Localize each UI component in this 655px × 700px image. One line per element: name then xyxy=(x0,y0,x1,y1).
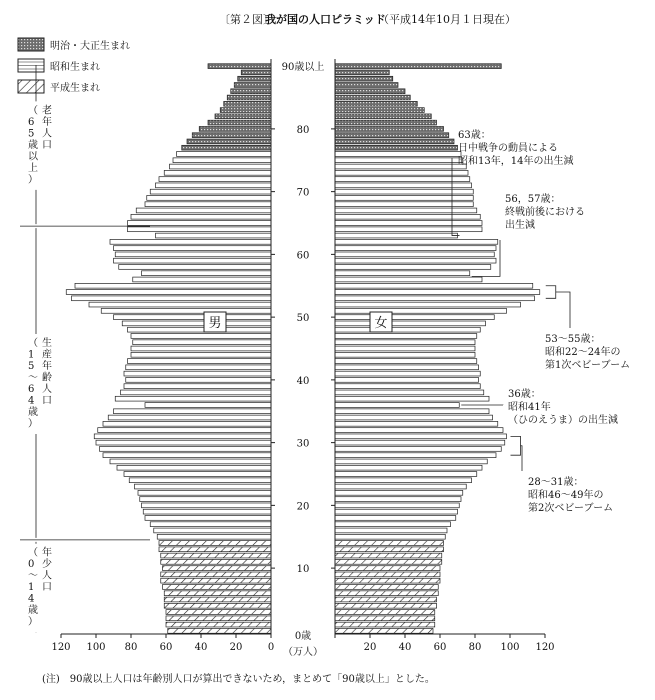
female-bar-age-24 xyxy=(335,478,472,483)
female-bar-age-16 xyxy=(335,528,447,533)
female-bar-age-90 xyxy=(335,64,501,69)
male-bar-age-47 xyxy=(131,334,271,339)
male-bar-age-28 xyxy=(103,453,271,458)
x-tick-male-40: 40 xyxy=(194,642,208,653)
female-bar-age-6 xyxy=(335,591,438,596)
male-bar-age-11 xyxy=(161,559,271,564)
male-bar-age-48 xyxy=(128,327,272,332)
male-bar-age-79 xyxy=(192,133,271,138)
male-bar-age-0 xyxy=(168,628,271,633)
chart-title: 我が国の人口ピラミッド xyxy=(265,13,386,26)
male-bar-age-26 xyxy=(117,465,271,470)
female-bar-age-29 xyxy=(335,447,501,452)
female-bar-age-14 xyxy=(335,541,444,546)
male-bar-age-33 xyxy=(103,421,271,426)
male-bar-age-14 xyxy=(159,541,271,546)
group-label-1: 生産年齢人口 xyxy=(42,338,52,407)
y-tick-30: 30 xyxy=(296,438,310,450)
female-bar-age-23 xyxy=(335,484,466,489)
x-tick-male-100: 100 xyxy=(86,642,106,653)
male-bar-age-84 xyxy=(224,101,271,106)
female-bar-age-42 xyxy=(335,365,479,370)
female-bar-age-80 xyxy=(335,127,444,132)
female-bar-age-8 xyxy=(335,578,440,583)
male-bar-age-55 xyxy=(75,283,271,288)
female-bar-age-68 xyxy=(335,202,473,207)
male-bar-age-80 xyxy=(199,127,271,132)
male-bar-age-76 xyxy=(177,152,272,157)
male-bar-age-39 xyxy=(124,384,271,389)
male-bar-age-12 xyxy=(161,553,271,558)
female-bar-age-56 xyxy=(335,277,482,282)
female-bar-age-59 xyxy=(335,258,496,263)
group-label-0: 老年人口 xyxy=(42,105,52,151)
y-tick-20: 20 xyxy=(296,501,310,513)
male-bar-age-78 xyxy=(187,139,271,144)
female-bar-age-58 xyxy=(335,265,491,270)
female-bar-age-46 xyxy=(335,340,475,345)
male-bar-age-60 xyxy=(115,252,271,257)
male-bar-age-30 xyxy=(96,440,271,445)
legend-swatch-heisei xyxy=(18,80,44,93)
male-bar-age-15 xyxy=(157,534,271,539)
female-bar-age-41 xyxy=(335,371,480,376)
group-range-2: （ 0 ～ 1 4 歳） xyxy=(28,547,38,628)
female-bar-age-45 xyxy=(335,346,475,351)
y-tick-40: 40 xyxy=(296,375,310,387)
male-bar-age-17 xyxy=(150,522,271,527)
female-bar-age-62 xyxy=(335,239,498,244)
svg-text:63歳：日中戦争の動員による昭和13年，14年の出生減: 63歳：日中戦争の動員による昭和13年，14年の出生減 xyxy=(458,130,574,167)
male-bar-age-46 xyxy=(133,340,271,345)
female-bar-age-84 xyxy=(335,101,417,106)
male-bar-age-24 xyxy=(129,478,271,483)
figure-label: 〔第２図〕 xyxy=(219,13,274,26)
female-bar-age-75 xyxy=(335,158,463,163)
male-bar-age-63 xyxy=(156,233,272,238)
male-bar-age-23 xyxy=(135,484,272,489)
svg-text:36歳：昭和41年（ひのえうま）の出生減: 36歳：昭和41年（ひのえうま）の出生減 xyxy=(508,389,618,426)
female-bar-age-51 xyxy=(335,308,507,313)
male-bar-age-4 xyxy=(164,603,271,608)
male-bar-age-62 xyxy=(110,239,271,244)
male-bar-age-67 xyxy=(136,208,271,213)
female-bar-age-71 xyxy=(335,183,472,188)
male-bar-age-34 xyxy=(108,415,271,420)
chart-subtitle: （平成14年10月１日現在） xyxy=(378,13,516,26)
female-bar-age-38 xyxy=(335,390,484,395)
female-bar-age-44 xyxy=(335,352,475,357)
female-bar-age-35 xyxy=(335,409,489,414)
male-bar-age-68 xyxy=(145,202,271,207)
male-bar-age-25 xyxy=(124,472,271,477)
female-bar-age-74 xyxy=(335,164,466,169)
male-bar-age-75 xyxy=(173,158,271,163)
legend-item-showa xyxy=(18,59,100,73)
female-bar-age-30 xyxy=(335,440,505,445)
male-bar-age-36 xyxy=(145,403,271,408)
male-bar-age-18 xyxy=(145,516,271,521)
svg-text:56，57歳：終戦前後における出生減: 56，57歳：終戦前後における出生減 xyxy=(505,194,585,231)
male-bar-age-59 xyxy=(114,258,272,263)
female-bar-age-85 xyxy=(335,95,410,100)
legend-item-heisei xyxy=(18,80,100,94)
x-tick-male-20: 20 xyxy=(229,642,243,653)
female-bar-age-3 xyxy=(335,610,435,615)
female-label-box xyxy=(370,312,392,332)
female-bar-age-19 xyxy=(335,509,458,514)
female-bar-age-64 xyxy=(335,227,482,232)
footnote: (注) 90歳以上人口は年齢別人口が算出できないため，まとめて「90歳以上」とした。 xyxy=(42,674,435,685)
x-tick-female-20: 20 xyxy=(363,642,377,653)
svg-text:53～55歳：昭和22～24年の第1次ベビーブーム: 53～55歳：昭和22～24年の第1次ベビーブーム xyxy=(545,334,631,371)
x-tick-male-80: 80 xyxy=(124,642,138,653)
male-bar-age-74 xyxy=(170,164,272,169)
male-bar-age-73 xyxy=(164,170,271,175)
female-bar-age-22 xyxy=(335,490,463,495)
female-bar-age-34 xyxy=(335,415,493,420)
female-bar-age-12 xyxy=(335,553,442,558)
male-bar-age-44 xyxy=(131,352,271,357)
female-bar-age-7 xyxy=(335,585,438,590)
male-bar-age-7 xyxy=(163,585,272,590)
legend-swatch-meiji xyxy=(18,38,44,51)
male-bar-age-20 xyxy=(142,503,272,508)
male-bar-age-31 xyxy=(94,434,271,439)
y-tick-50: 50 xyxy=(296,313,310,325)
female-bar-age-79 xyxy=(335,133,449,138)
female-bar-age-33 xyxy=(335,421,498,426)
male-bar-age-41 xyxy=(124,371,271,376)
legend-label-heisei: 平成生まれ xyxy=(50,83,100,94)
male-bar-age-57 xyxy=(142,271,272,276)
x-tick-female-100: 100 xyxy=(500,642,520,653)
female-bar-age-11 xyxy=(335,559,442,564)
male-bar-age-27 xyxy=(110,459,271,464)
female-bar-age-43 xyxy=(335,359,477,364)
female-bar-age-48 xyxy=(335,327,480,332)
female-bar-age-70 xyxy=(335,189,473,194)
female-bar-age-61 xyxy=(335,246,496,251)
female-bar-age-27 xyxy=(335,459,487,464)
unit-label: （万人） xyxy=(283,647,323,658)
male-bar-age-45 xyxy=(131,346,271,351)
female-bar-age-87 xyxy=(335,83,398,88)
male-bar-age-21 xyxy=(140,497,271,502)
male-bar-age-85 xyxy=(227,95,271,100)
x-tick-female-80: 80 xyxy=(468,642,482,653)
female-bar-age-73 xyxy=(335,170,468,175)
male-bar-age-40 xyxy=(126,377,271,382)
y-tick-80: 80 xyxy=(296,124,310,136)
group-label-2: 年少人口 xyxy=(42,547,52,594)
female-bar-age-52 xyxy=(335,302,521,307)
male-bar-age-72 xyxy=(159,177,271,182)
male-bar-age-29 xyxy=(100,447,272,452)
female-bar-age-69 xyxy=(335,196,473,201)
female-bar-age-65 xyxy=(335,221,482,226)
male-label-box xyxy=(204,312,226,332)
male-bar-age-5 xyxy=(164,597,271,602)
male-label: 男 xyxy=(208,316,222,331)
male-bar-age-19 xyxy=(143,509,271,514)
male-bar-age-50 xyxy=(114,315,272,320)
legend-label-showa: 昭和生まれ xyxy=(50,62,100,73)
male-bar-age-82 xyxy=(215,114,271,119)
female-bar-age-67 xyxy=(335,208,477,213)
female-bar-age-81 xyxy=(335,120,437,125)
female-bar-age-86 xyxy=(335,89,405,94)
female-bar-age-26 xyxy=(335,465,482,470)
male-bar-age-38 xyxy=(121,390,272,395)
male-bar-age-37 xyxy=(115,396,271,401)
male-bar-age-54 xyxy=(66,290,271,295)
male-bar-age-42 xyxy=(126,365,271,370)
male-bar-age-22 xyxy=(138,490,271,495)
female-bar-age-28 xyxy=(335,453,496,458)
x-tick-male-60: 60 xyxy=(159,642,173,653)
female-bar-age-15 xyxy=(335,534,445,539)
female-bar-age-66 xyxy=(335,214,480,219)
y-tick-zero: 0歳 xyxy=(294,631,312,642)
x-tick-male-120: 120 xyxy=(51,642,71,653)
male-bar-age-16 xyxy=(154,528,271,533)
x-tick-female-120: 120 xyxy=(535,642,555,653)
female-label: 女 xyxy=(374,316,388,331)
female-bar-age-77 xyxy=(335,145,458,150)
male-bar-age-13 xyxy=(159,547,271,552)
female-bar-age-0 xyxy=(335,628,433,633)
male-bar-age-35 xyxy=(114,409,272,414)
group-range-1: （ 1 5 ～ 6 4 歳） xyxy=(28,338,38,430)
female-bar-age-57 xyxy=(335,271,470,276)
annotation-2 xyxy=(545,286,630,371)
y-tick-10: 10 xyxy=(296,564,310,576)
male-bar-age-66 xyxy=(131,214,271,219)
male-bar-age-71 xyxy=(156,183,272,188)
female-bar-age-21 xyxy=(335,497,461,502)
female-bar-age-17 xyxy=(335,522,451,527)
female-bar-age-39 xyxy=(335,384,480,389)
male-bar-age-9 xyxy=(161,572,271,577)
group-range-0: （ 6 5 歳以上） xyxy=(28,105,38,186)
female-bar-age-53 xyxy=(335,296,535,301)
female-bar-age-83 xyxy=(335,108,424,113)
male-bar-age-3 xyxy=(166,610,271,615)
female-bar-age-78 xyxy=(335,139,454,144)
female-bar-age-49 xyxy=(335,321,486,326)
male-bar-age-43 xyxy=(128,359,272,364)
female-bar-age-32 xyxy=(335,428,503,433)
male-bars xyxy=(66,64,271,633)
female-bar-age-20 xyxy=(335,503,459,508)
male-bar-age-6 xyxy=(164,591,271,596)
y-tick-top: 90歳以上 xyxy=(281,62,325,74)
male-bar-age-58 xyxy=(119,265,271,270)
female-bar-age-54 xyxy=(335,290,540,295)
legend xyxy=(18,38,130,94)
female-bar-age-60 xyxy=(335,252,494,257)
annotation-4 xyxy=(511,436,614,514)
male-bar-age-10 xyxy=(163,566,272,571)
female-bar-age-2 xyxy=(335,616,435,621)
male-bar-age-89 xyxy=(241,70,271,75)
female-bar-age-10 xyxy=(335,566,440,571)
female-bar-age-55 xyxy=(335,283,533,288)
legend-label-meiji: 明治・大正生まれ xyxy=(50,41,130,52)
female-bar-age-18 xyxy=(335,516,456,521)
male-bar-age-81 xyxy=(208,120,271,125)
annotation-1 xyxy=(472,192,585,276)
x-tick-male-0: 0 xyxy=(267,642,275,653)
male-bar-age-2 xyxy=(166,616,271,621)
female-bar-age-63 xyxy=(335,233,458,238)
male-bar-age-83 xyxy=(220,108,271,113)
male-bar-age-52 xyxy=(89,302,271,307)
male-bar-age-90 xyxy=(208,64,271,69)
female-bar-age-40 xyxy=(335,377,479,382)
male-bar-age-88 xyxy=(238,76,271,81)
male-bar-age-77 xyxy=(182,145,271,150)
male-bar-age-53 xyxy=(72,296,272,301)
female-bar-age-9 xyxy=(335,572,440,577)
female-bar-age-82 xyxy=(335,114,431,119)
male-bar-age-61 xyxy=(114,246,272,251)
age-groups xyxy=(20,65,150,632)
female-bar-age-36 xyxy=(335,403,459,408)
y-tick-60: 60 xyxy=(296,250,310,262)
female-bar-age-13 xyxy=(335,547,444,552)
male-bar-age-1 xyxy=(166,622,271,627)
female-bar-age-4 xyxy=(335,603,437,608)
male-bar-age-64 xyxy=(128,227,272,232)
female-bar-age-89 xyxy=(335,70,389,75)
male-bar-age-65 xyxy=(128,221,272,226)
female-bar-age-50 xyxy=(335,315,494,320)
male-bar-age-49 xyxy=(122,321,271,326)
male-bar-age-8 xyxy=(161,578,271,583)
y-tick-70: 70 xyxy=(296,187,310,199)
x-tick-female-40: 40 xyxy=(398,642,412,653)
female-bar-age-31 xyxy=(335,434,507,439)
svg-text:28～31歳：昭和46～49年の第2次ベビーブーム: 28～31歳：昭和46～49年の第2次ベビーブーム xyxy=(528,477,614,514)
female-bar-age-88 xyxy=(335,76,393,81)
male-bar-age-56 xyxy=(133,277,271,282)
male-bar-age-86 xyxy=(231,89,271,94)
male-bar-age-69 xyxy=(147,196,271,201)
female-bar-age-37 xyxy=(335,396,489,401)
male-bar-age-70 xyxy=(150,189,271,194)
female-bar-age-1 xyxy=(335,622,435,627)
legend-item-meiji xyxy=(18,38,130,52)
male-bar-age-32 xyxy=(98,428,271,433)
male-bar-age-87 xyxy=(234,83,271,88)
female-bar-age-47 xyxy=(335,334,477,339)
female-bar-age-5 xyxy=(335,597,437,602)
female-bar-age-76 xyxy=(335,152,461,157)
female-bar-age-25 xyxy=(335,472,477,477)
female-bar-age-72 xyxy=(335,177,470,182)
x-tick-female-60: 60 xyxy=(433,642,447,653)
male-bar-age-51 xyxy=(101,308,271,313)
